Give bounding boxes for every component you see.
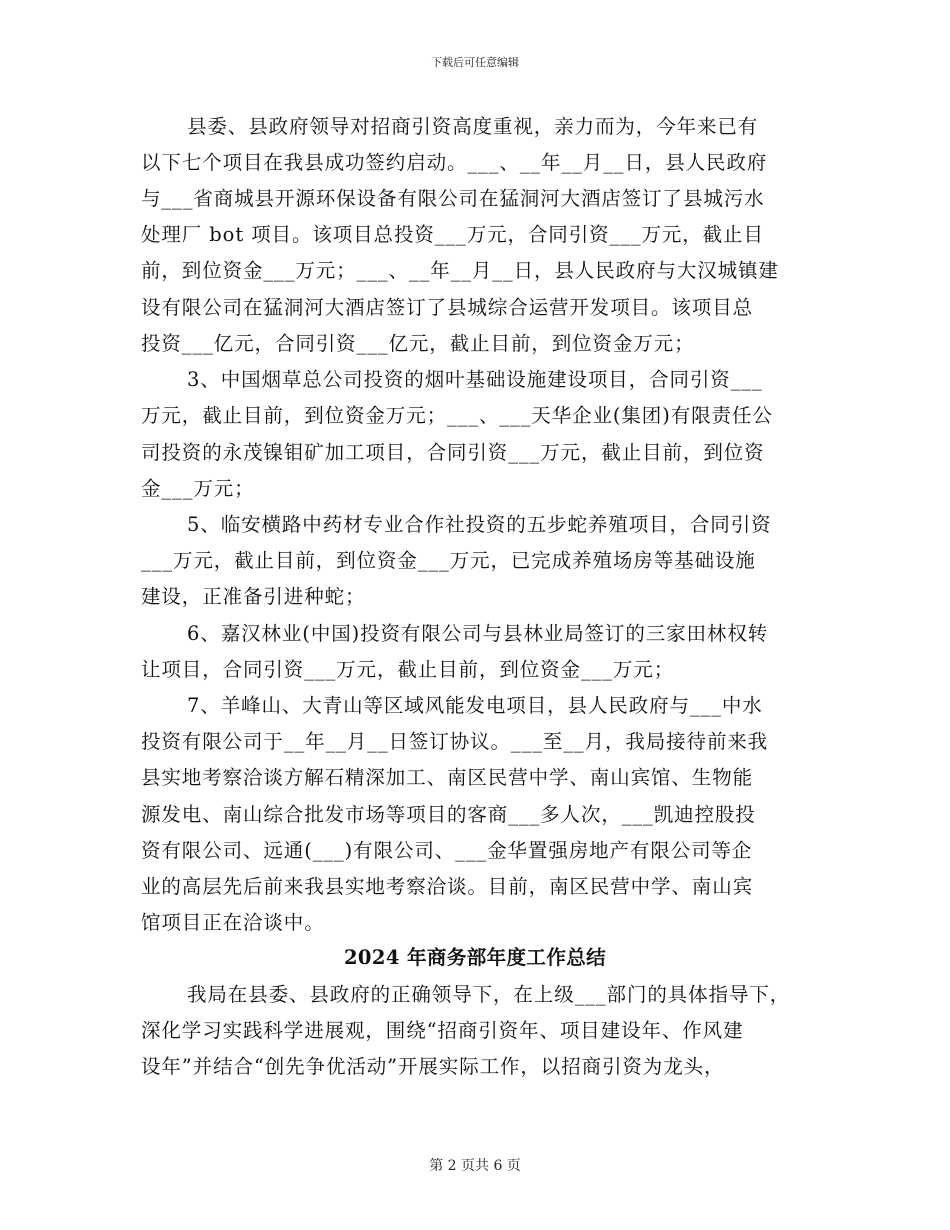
body-line: 3、中国烟草总公司投资的烟叶基础设施建设项目，合同引资___ [187,368,763,391]
body-line: 5、临安横路中药材专业合作社投资的五步蛇养殖项目，合同引资 [187,513,772,536]
page-footer: 第 2 页共 6 页 [429,1158,521,1174]
body-line: 司投资的永茂镍钼矿加工项目，合同引资___万元，截止目前，到位资 [141,441,765,464]
body-line: 设年”并结合“创先争优活动”开展实际工作，以招商引资为龙头， [141,1055,725,1078]
body-line: 投资___亿元，合同引资___亿元，截止目前，到位资金万元； [141,332,695,355]
body-line: 以下七个项目在我县成功签约启动。___、__年__月__日，县人民政府 [141,151,768,174]
body-line: 资有限公司、远通(___)有限公司、___金华置强房地产有限公司等企 [141,839,753,862]
body-line: 投资有限公司于__年__月__日签订协议。___至__月，我局接待前来我 [141,730,769,753]
body-line: 县实地考察洽谈方解石精深加工、南区民营中学、南山宾馆、生物能 [141,766,754,789]
page-header: 下载后可任意编辑 [431,56,519,69]
body-line: 设有限公司在猛洞河大酒店签订了县城综合运营开发项目。该项目总 [141,296,754,319]
body-line: 前，到位资金___万元；___、__年__月__日，县人民政府与大汉城镇建 [141,259,779,282]
body-line: 让项目，合同引资___万元，截止目前，到位资金___万元； [141,658,675,681]
body-line: 馆项目正在洽谈中。 [141,911,325,934]
body-line: 7、羊峰山、大青山等区域风能发电项目，县人民政府与___中水 [187,694,763,717]
body-line: 与___省商城县开源环保设备有限公司在猛洞河大酒店签订了县城污水 [141,187,765,210]
body-line: 县委、县政府领导对招商引资高度重视，亲力而为，今年来已有 [187,115,759,138]
section-title: 2024 年商务部年度工作总结 [343,946,607,969]
body-line: 业的高层先后前来我县实地考察洽谈。目前，南区民营中学、南山宾 [141,875,754,898]
body-line: 建设，正准备引进种蛇； [141,585,366,608]
body-line: 处理厂 bot 项目。该项目总投资___万元，合同引资___万元，截止目 [141,223,764,246]
body-line: 金___万元； [141,477,255,500]
body-line: 源发电、南山综合批发市场等项目的客商___多人次，___凯迪控股投 [141,803,756,826]
body-line: 6、嘉汉林业(中国)投资有限公司与县林业局签订的三家田林权转 [187,622,769,645]
body-line: 我局在县委、县政府的正确领导下，在上级___部门的具体指导下， [187,983,791,1006]
body-line: ___万元，截止目前，到位资金___万元，已完成养殖场房等基础设施 [141,549,756,572]
body-line: 深化学习实践科学进展观，围绕“招商引资年、项目建设年、作风建 [141,1019,744,1042]
body-line: 万元，截止目前，到位资金万元；___、___天华企业(集团)有限责任公 [141,404,773,427]
